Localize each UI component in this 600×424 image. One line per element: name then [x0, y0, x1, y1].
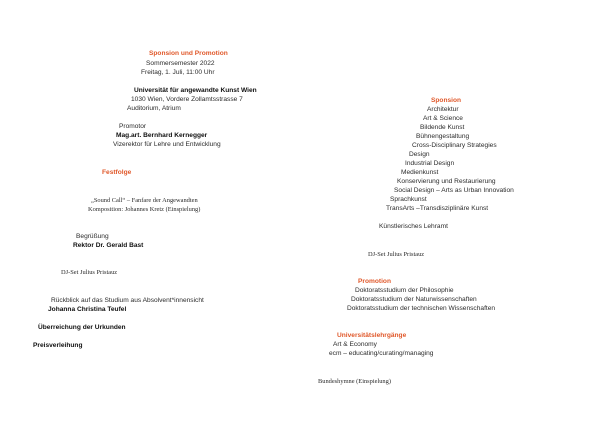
sponsion-item: Cross-Disciplinary Strategies	[412, 142, 497, 149]
dj-set-1: DJ-Set Julius Pristauz	[61, 269, 118, 276]
sponsion-item: Industrial Design	[405, 160, 455, 167]
ulg-heading: Universitätslehrgänge	[337, 332, 407, 339]
event-heading: Sponsion und Promotion	[149, 50, 228, 57]
university-name: Universität für angewandte Kunst Wien	[134, 87, 257, 94]
anthem: Bundeshymne (Einspielung)	[318, 378, 391, 385]
promotor-label: Promotor	[119, 123, 147, 130]
composer: Komposition: Johannes Kretz (Einspielung)	[88, 206, 201, 213]
sponsion-item: Art & Science	[423, 115, 463, 122]
reviewer: Johanna Christina Teufel	[48, 306, 127, 313]
promotion-item: Doktoratsstudium der Philosophie	[355, 287, 454, 294]
sponsion-item: Medienkunst	[401, 169, 439, 176]
promotion-item: Doktoratsstudium der Naturwissenschaften	[351, 296, 477, 303]
venue: Auditorium, Atrium	[127, 105, 181, 112]
lehramt: Künstlerisches Lehramt	[379, 223, 448, 230]
sponsion-heading: Sponsion	[431, 97, 462, 104]
semester: Sommersemester 2022	[146, 60, 215, 67]
review: Rückblick auf das Studium aus Absolvent*innensicht	[51, 297, 204, 304]
dj-set-2: DJ-Set Julius Pristauz	[368, 251, 425, 258]
greeting: Begrüßung	[76, 233, 109, 240]
certificates: Überreichung der Urkunden	[38, 324, 126, 331]
festfolge-heading: Festfolge	[102, 169, 132, 176]
sponsion-item: Design	[409, 151, 430, 158]
ulg-item: ecm – educating/curating/managing	[329, 350, 434, 357]
promotion-item: Doktoratsstudium der technischen Wissenschaften	[347, 305, 496, 312]
sponsion-item: Bühnengestaltung	[416, 133, 470, 140]
award: Preisverleihung	[33, 342, 83, 349]
sponsion-item: Bildende Kunst	[420, 124, 465, 131]
ulg-item: Art & Economy	[333, 341, 377, 348]
sponsion-item: Architektur	[427, 106, 459, 113]
promotor-role: Vizerektor für Lehre und Entwicklung	[113, 141, 221, 148]
sponsion-item: Sprachkunst	[390, 196, 427, 203]
promotor-name: Mag.art. Bernhard Kernegger	[116, 132, 208, 139]
promotion-heading: Promotion	[358, 278, 391, 285]
sponsion-item: TransArts –Transdisziplinäre Kunst	[386, 205, 489, 212]
sound-call: „Sound Call“ – Fanfare der Angewandten	[91, 197, 198, 204]
sponsion-item: Social Design – Arts as Urban Innovation	[394, 187, 514, 194]
sponsion-item: Konservierung und Restaurierung	[397, 178, 496, 185]
rector: Rektor Dr. Gerald Bast	[73, 242, 144, 249]
address: 1030 Wien, Vordere Zollamtsstrasse 7	[131, 96, 243, 103]
event-date: Freitag, 1. Juli, 11:00 Uhr	[141, 69, 215, 76]
